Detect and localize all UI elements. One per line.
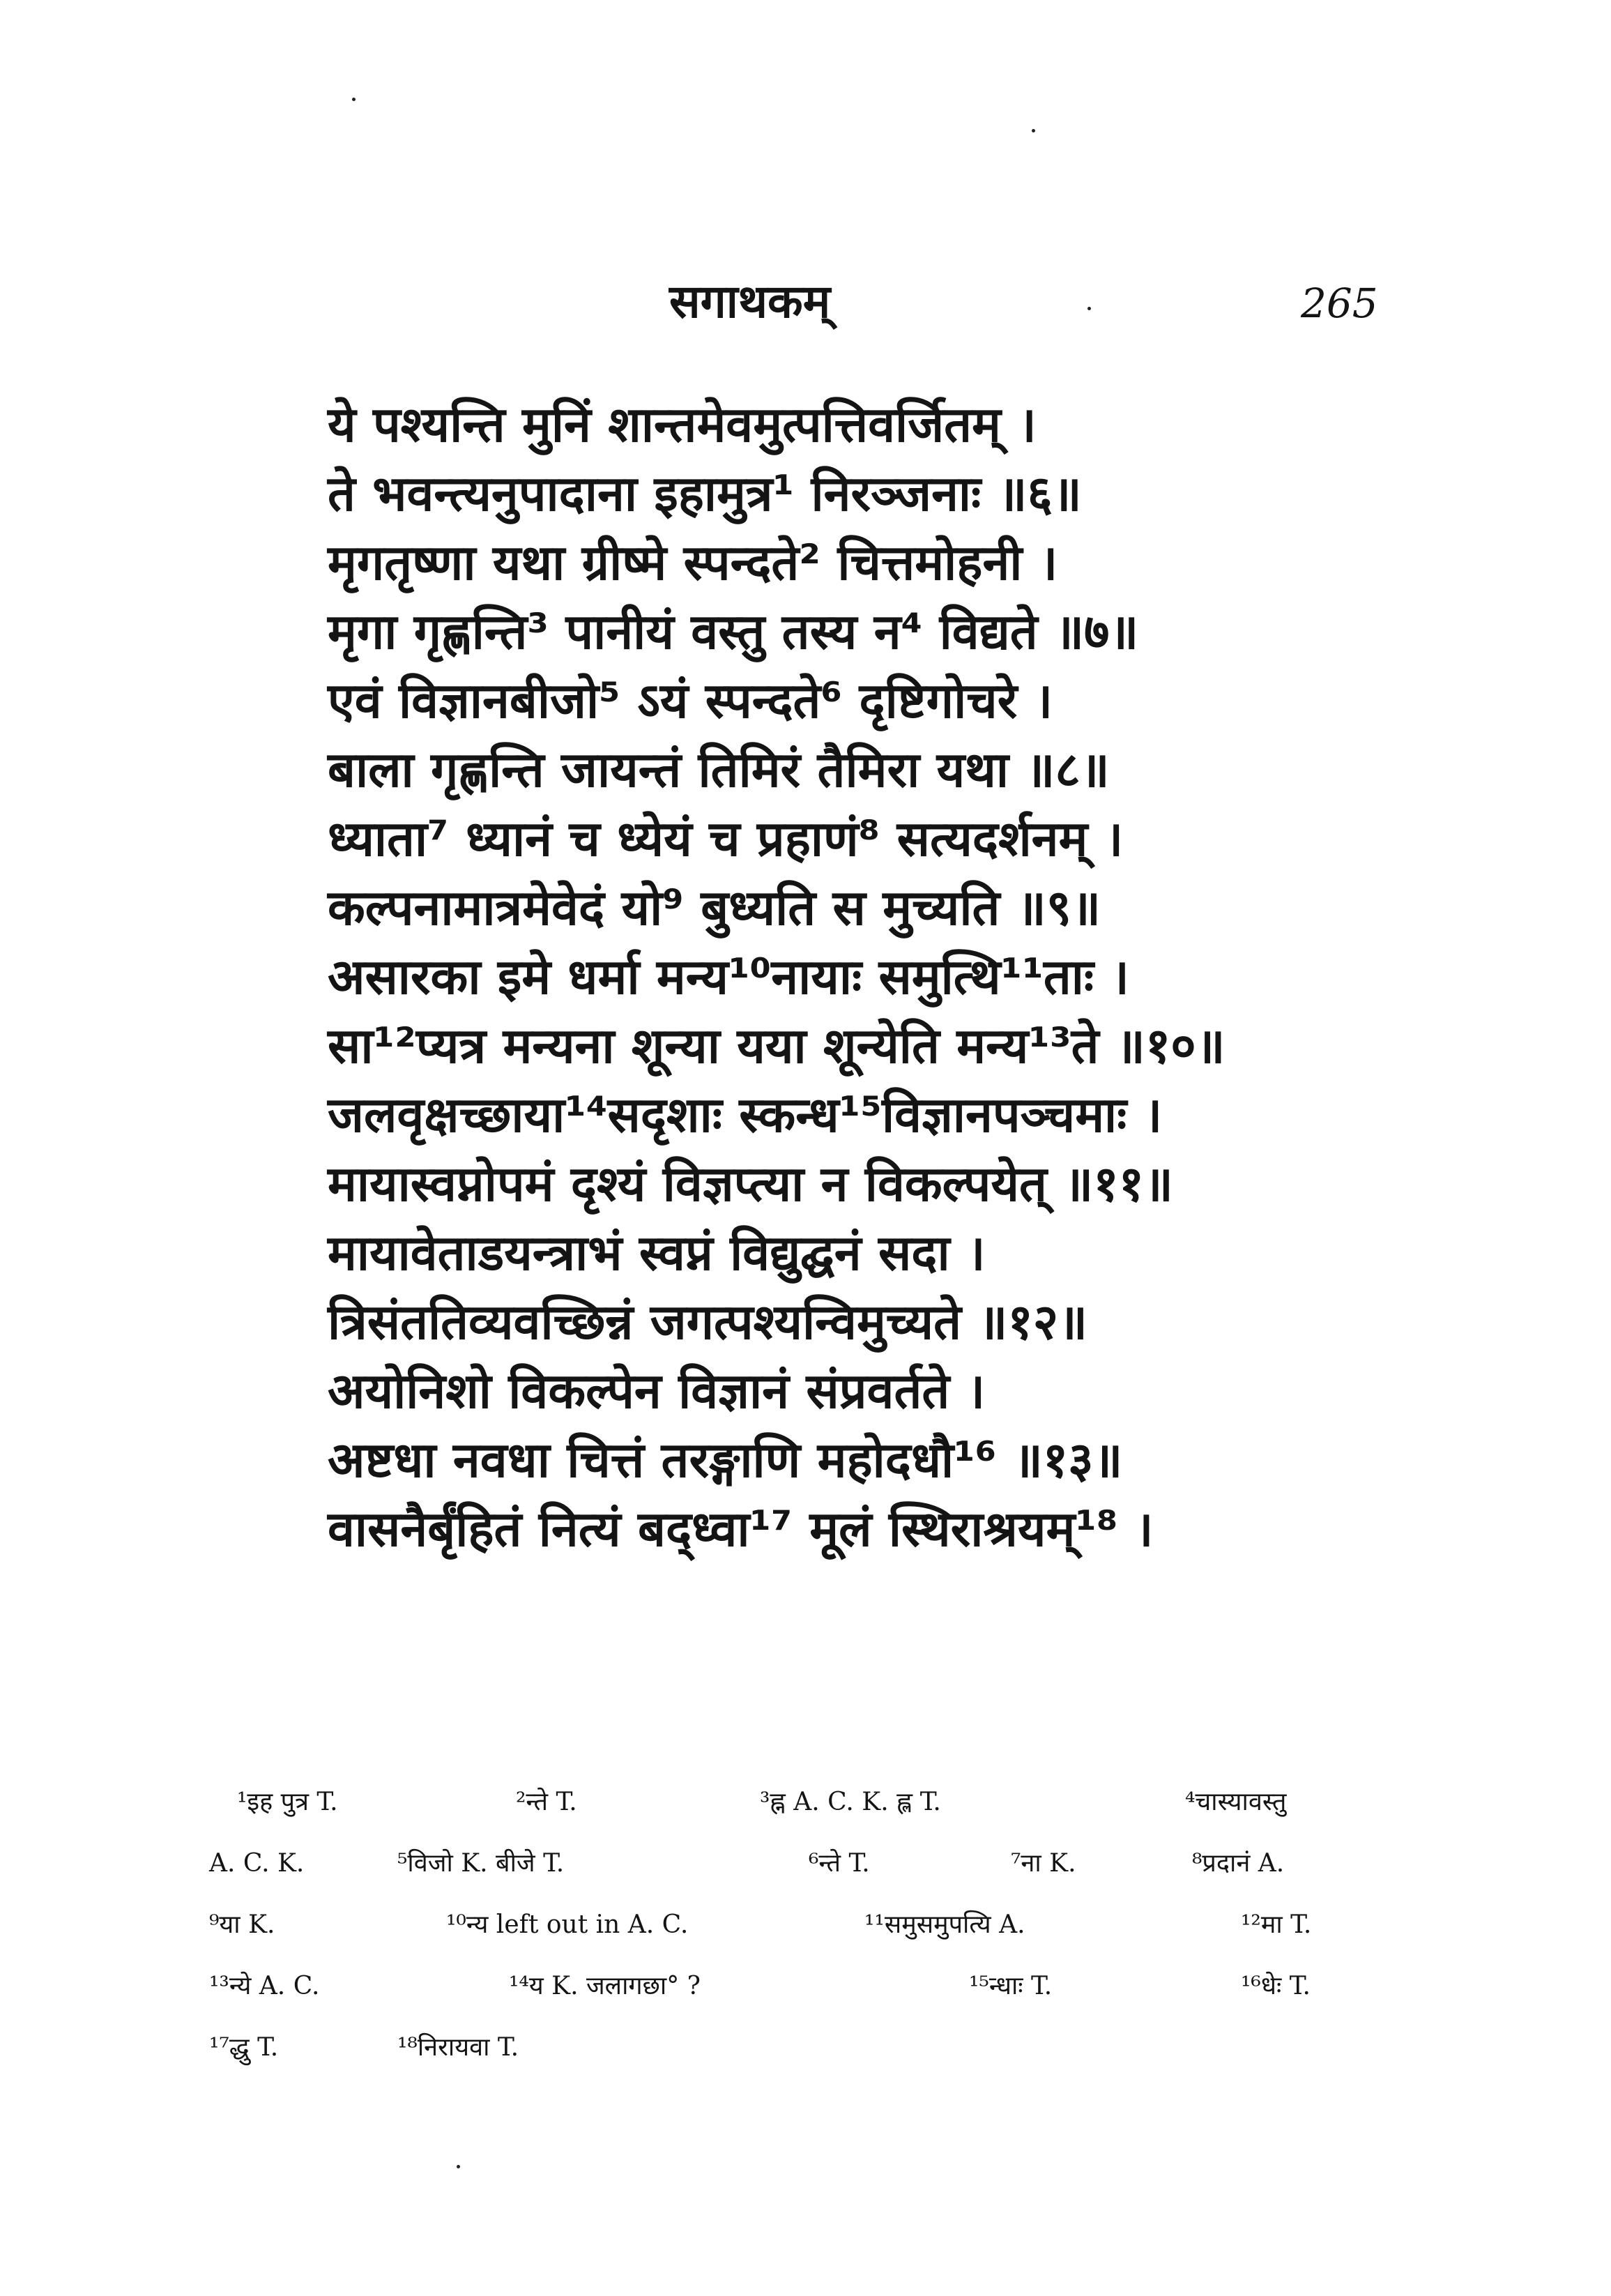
footnote: ⁵विजो K. बीजे T. [397,1849,565,1878]
footnote-row [209,1904,1394,1966]
verse-block [328,390,1387,1564]
footnote-row [209,1781,1394,1843]
verse-line: ये पश्यन्ति मुनिं शान्तमेवमुत्पत्तिवर्जितम् । [328,396,1037,453]
verse-line: त्रिसंततिव्यवच्छिन्नं जगत्पश्यन्विमुच्यते ॥१२॥ [328,1293,1088,1351]
footnote: ¹⁴य K. जलागछा° ? [509,1972,701,2000]
footnote: ¹⁵न्धाः T. [969,1972,1053,2000]
paper-speck [352,98,356,101]
verse-line: जलवृक्षच्छाया¹⁴सदृशाः स्कन्ध¹⁵विज्ञानपञ्चमाः । [328,1086,1163,1143]
footnote: ³ह्न A. C. K. ह्ल T. [760,1788,941,1816]
footnote: ⁸प्रदानं A. [1192,1849,1285,1878]
verse-line: मायावेताडयन्त्राभं स्वप्नं विद्युद्घनं सदा । [328,1224,986,1282]
footnote: ⁷ना K. [1011,1849,1076,1878]
paper-speck [457,2165,460,2168]
page-number: 265 [1301,280,1378,327]
footnote: ⁹या K. [209,1910,275,1939]
footnote: ¹इह पुत्र T. [237,1788,338,1816]
verse-line: मायास्वप्नोपमं दृश्यं विज्ञप्त्या न विकल्पयेत् ॥११॥ [328,1155,1173,1212]
footnote-row [209,1843,1394,1904]
footnote: ¹³न्ये A. C. [209,1972,320,2000]
verse-line: ते भवन्त्यनुपादाना इहामुत्र¹ निरञ्जनाः ॥६॥ [328,465,1082,522]
footnote-row [209,2027,1394,2088]
footnote: ²न्ते T. [516,1788,577,1816]
footnotes [209,1781,1394,2088]
footnote: ¹²मा T. [1241,1910,1312,1939]
verse-line: अष्टधा नवधा चित्तं तरङ्गाणि महोदधौ¹⁶ ॥१३॥ [328,1431,1123,1489]
verse-line: असारका इमे धर्मा मन्य¹⁰नायाः समुत्थि¹¹ताः । [328,948,1129,1005]
verse-line: ध्याता⁷ ध्यानं च ध्येयं च प्रहाणं⁸ सत्यदर्शनम् । [328,810,1124,867]
running-title: सगाथकम् [669,275,831,328]
footnote: ⁴चास्यावस्तु [1185,1788,1287,1816]
verse-line: वासनैर्बृंहितं नित्यं बद्ध्वा¹⁷ मूलं स्थिराश्रयम्¹⁸ । [328,1500,1154,1558]
verse-line: कल्पनामात्रमेवेदं यो⁹ बुध्यति स मुच्यति ॥९॥ [328,879,1101,936]
footnote: ¹⁷द्धु T. [209,2033,279,2062]
verse-line: अयोनिशो विकल्पेन विज्ञानं संप्रवर्तते । [328,1362,986,1420]
verse-line: सा¹²प्यत्र मन्यना शून्या यया शून्येति मन्य¹³ते ॥१०॥ [328,1017,1226,1074]
paper-speck [1087,307,1091,310]
footnote: ¹⁶धेः T. [1241,1972,1311,2000]
verse-line: बाला गृह्णन्ति जायन्तं तिमिरं तैमिरा यथा ॥८॥ [328,741,1110,798]
footnote: ⁶न्ते T. [809,1849,870,1878]
footnote: ¹¹समुसमुपत्यि A. [864,1910,1025,1939]
footnote: ¹⁸निरायवा T. [397,2033,519,2062]
footnote: ¹⁰न्य left out in A. C. [446,1910,689,1939]
footnote-row [209,1966,1394,2027]
paper-speck [1032,129,1035,132]
verse-line: एवं विज्ञानबीजो⁵ ऽयं स्पन्दते⁶ दृष्टिगोचरे । [328,672,1053,729]
footnote: A. C. K. [209,1849,305,1878]
verse-line: मृगतृष्णा यथा ग्रीष्मे स्पन्दते² चित्तमोहनी । [328,534,1058,591]
verse-line: मृगा गृह्णन्ति³ पानीयं वस्तु तस्य न⁴ विद्यते ॥७॥ [328,603,1139,660]
page-header [0,268,1611,345]
